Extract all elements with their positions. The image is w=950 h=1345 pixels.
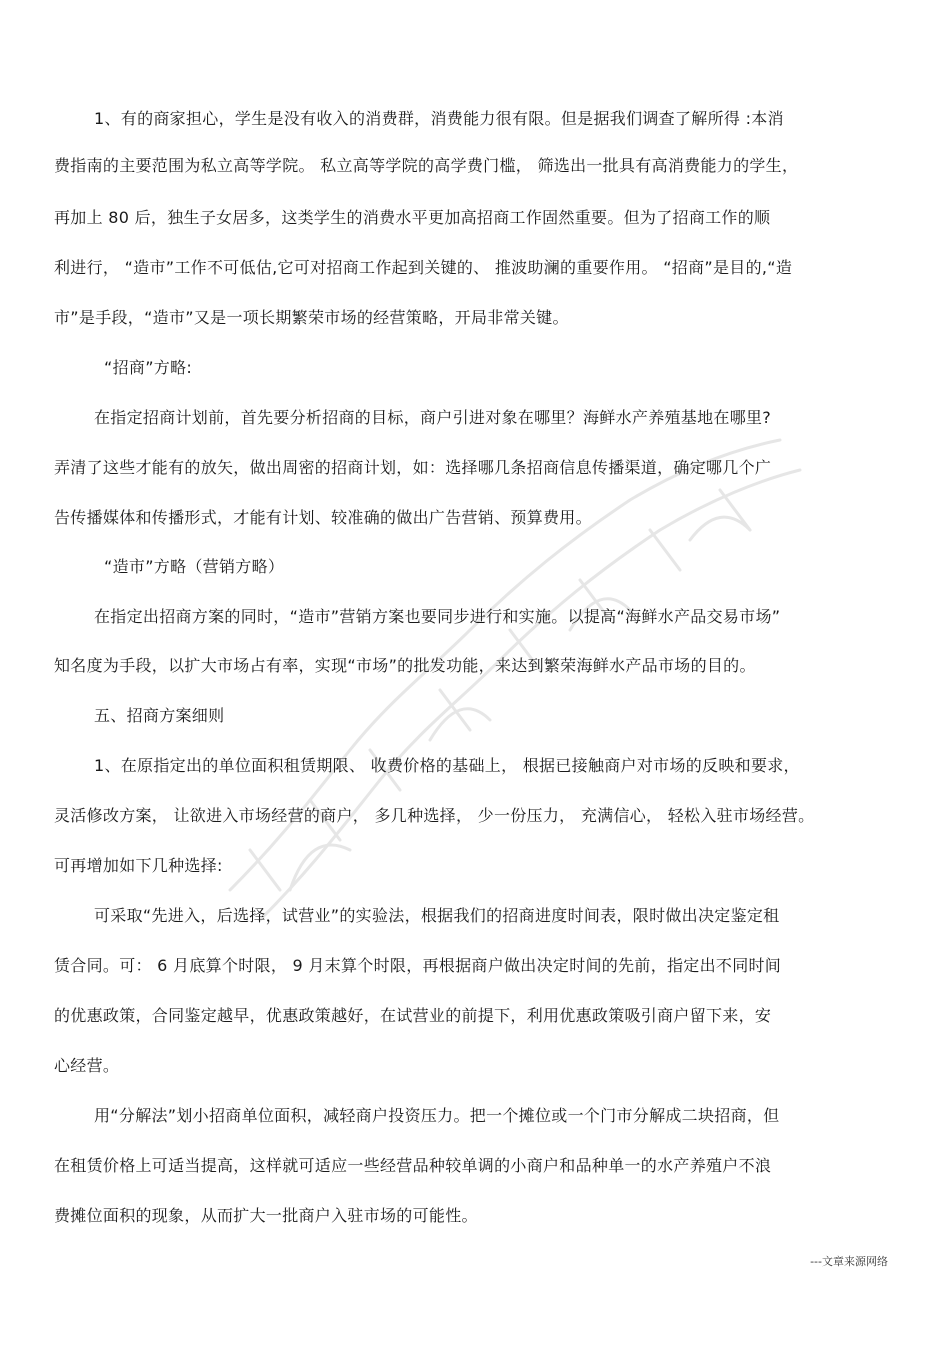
section-heading: 五、招商方案细则 [94, 706, 225, 725]
text-line: 可采取“先进入，后选择，试营业”的实验法，根据我们的招商进度时间表，限时做出决定鉴定租 [94, 906, 780, 925]
text-line: 市”是手段，“造市”又是一项长期繁荣市场的经营策略，开局非常关键。 [54, 308, 569, 327]
text-line: 弄清了这些才能有的放矢，做出周密的招商计划，如：选择哪几条招商信息传播渠道，确定哪几个广 [54, 458, 772, 477]
section-heading: “造市”方略（营销方略） [104, 557, 285, 576]
text-line: 在指定出招商方案的同时，“造市”营销方案也要同步进行和实施。以提高“海鲜水产品交易市场” [94, 607, 781, 626]
text-line: 用“分解法”划小招商单位面积，减轻商户投资压力。把一个摊位或一个门市分解成二块招商，但 [94, 1106, 780, 1125]
text-line: 1、有的商家担心，学生是没有收入的消费群，消费能力很有限。但是据我们调查了解所得 :本消 [94, 109, 784, 128]
text-line: 的优惠政策，合同鉴定越早，优惠政策越好，在试营业的前提下，利用优惠政策吸引商户留下来，安 [54, 1006, 772, 1025]
watermark-icon [190, 420, 810, 940]
text-line: 可再增加如下几种选择: [54, 856, 223, 875]
text-line: 在指定招商计划前，首先要分析招商的目标，商户引进对象在哪里？海鲜水产养殖基地在哪里? [94, 408, 772, 427]
source-footer: ---文章来源网络 [810, 1255, 888, 1268]
text-line: 告传播媒体和传播形式，才能有计划、较准确的做出广告营销、预算费用。 [54, 508, 592, 527]
text-line: 1、在原指定出的单位面积租赁期限、 收费价格的基础上， 根据已接触商户对市场的反映和要求， [94, 756, 800, 775]
text-line: 灵活修改方案， 让欲进入市场经营的商户， 多几种选择， 少一份压力， 充满信心， 轻松入驻市场经营。 [54, 806, 815, 825]
text-line: 赁合同。可： 6 月底算个时限， 9 月末算个时限，再根据商户做出决定时间的先前，指定出不同时间 [54, 956, 782, 975]
text-line: 心经营。 [54, 1056, 120, 1075]
text-line: 费指南的主要范围为私立高等学院。 私立高等学院的高学费门槛， 筛选出一批具有高消费能力的学生， [54, 156, 799, 175]
text-line: 知名度为手段，以扩大市场占有率，实现“市场”的批发功能，来达到繁荣海鲜水产品市场的目的。 [54, 656, 756, 675]
text-line: 再加上 80 后，独生子女居多，这类学生的消费水平更加高招商工作固然重要。但为了招商工作的顺 [54, 208, 771, 227]
section-heading: “招商”方略: [104, 358, 193, 377]
text-line: 利进行， “造市”工作不可低估,它可对招商工作起到关键的、 推波助澜的重要作用。 “招商”是目的,“造 [54, 258, 793, 277]
text-line: 在租赁价格上可适当提高，这样就可适应一些经营品种较单调的小商户和品种单一的水产养殖户不浪 [54, 1156, 772, 1175]
text-line: 费摊位面积的现象，从而扩大一批商户入驻市场的可能性。 [54, 1206, 478, 1225]
